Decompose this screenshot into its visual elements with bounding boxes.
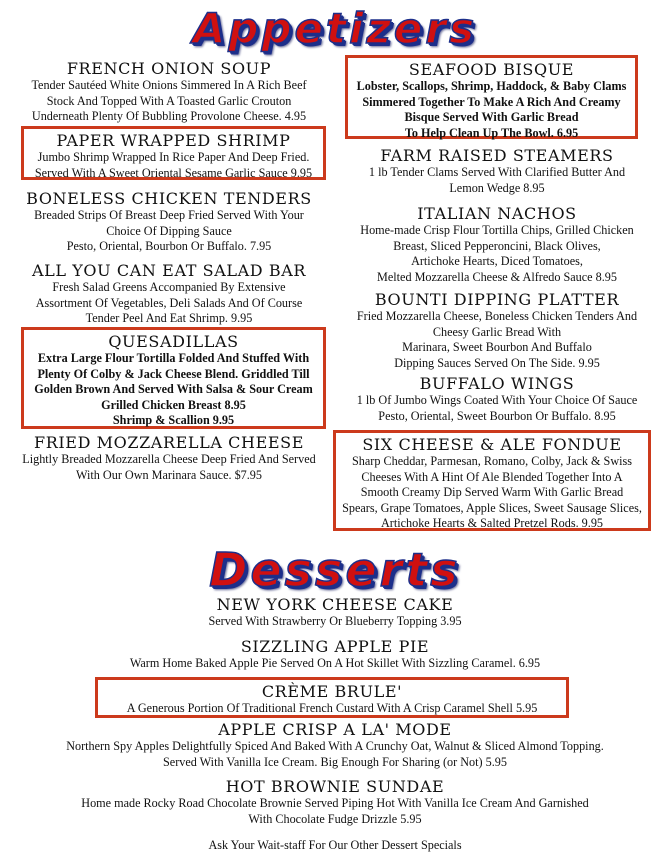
item-description-line: Tender Sautéed White Onions Simmered In A Rich Beef	[31, 78, 307, 92]
item-title: NEW YORK CHEESE CAKE	[216, 595, 454, 614]
item-title: APPLE CRISP A LA' MODE	[218, 720, 452, 739]
item-title: FARM RAISED STEAMERS	[380, 146, 614, 165]
item-description-line: Jumbo Shrimp Wrapped In Rice Paper And Deep Fried.	[37, 150, 310, 164]
menu-item-italian-nachos	[338, 205, 656, 285]
item-description-line: Fried Mozzarella Cheese, Boneless Chicken Tenders And	[356, 309, 638, 323]
item-description-line: Lobster, Scallops, Shrimp, Haddock, & Baby Clams	[356, 79, 627, 93]
item-description-line: Extra Large Flour Tortilla Folded And Stuffed With	[37, 351, 310, 365]
item-description-line: Bisque Served With Garlic Bread	[404, 110, 579, 124]
item-description-line: A Generous Portion Of Traditional French Custard With A Crisp Caramel Shell 5.95	[126, 701, 538, 715]
item-title: SIX CHEESE & ALE FONDUE	[362, 435, 622, 454]
menu-item-salad-bar	[0, 262, 338, 327]
item-description-line: To Help Clean Up The Bowl. 6.95	[404, 125, 579, 140]
item-description-line: 1 lb Tender Clams Served With Clarified Butter And	[368, 165, 626, 179]
dessert-specials-note: Ask Your Wait-staff For Our Other Dessert Specials	[208, 838, 462, 852]
item-description-line: Spears, Grape Tomatoes, Apple Slices, Sweet Sausage Slices,	[342, 500, 642, 515]
dessert-item-apple-crisp	[0, 721, 670, 770]
menu-item-fried-mozzarella	[0, 434, 338, 483]
menu-item-paper-wrapped-shrimp	[21, 126, 326, 180]
menu-item-buffalo-wings	[338, 375, 656, 424]
desserts-heading: Desserts	[209, 543, 461, 597]
item-title: SEAFOOD BISQUE	[408, 60, 575, 79]
item-description-line: Home-made Crisp Flour Tortilla Chips, Grilled Chicken	[360, 223, 634, 237]
item-description-line: Pesto, Oriental, Sweet Bourbon Or Buffalo. 8.95	[378, 408, 616, 423]
item-description-line: Shrimp & Scallion 9.95	[112, 413, 235, 427]
item-description-line: Stock And Topped With A Toasted Garlic Crouton	[46, 93, 292, 108]
item-title: QUESADILLAS	[108, 332, 239, 351]
dessert-item-sizzling-apple-pie	[0, 638, 670, 672]
item-description-line: Cheesy Garlic Bread With	[432, 324, 562, 339]
dessert-item-cheese-cake	[0, 596, 670, 630]
item-description-line: Assortment Of Vegetables, Deli Salads And Of Course	[35, 295, 303, 310]
item-description-line: Warm Home Baked Apple Pie Served On A Hot Skillet With Sizzling Caramel. 6.95	[129, 656, 541, 670]
item-title: ITALIAN NACHOS	[417, 204, 577, 223]
menu-item-bounti-dipping-platter	[338, 291, 656, 371]
item-title: FRENCH ONION SOUP	[66, 59, 272, 78]
item-description-line: Served With Strawberry Or Blueberry Topping 3.95	[208, 614, 462, 628]
item-title: BOUNTI DIPPING PLATTER	[374, 290, 620, 309]
item-description-line: Underneath Plenty Of Bubbling Provolone Cheese. 4.95	[31, 109, 307, 123]
menu-item-six-cheese-ale-fondue	[333, 430, 651, 531]
item-description-line: Breast, Sliced Pepperoncini, Black Olives,	[393, 238, 601, 253]
item-title: FRIED MOZZARELLA CHEESE	[34, 433, 304, 452]
item-title: BUFFALO WINGS	[419, 374, 575, 393]
item-description-line: Choice Of Dipping Sauce	[106, 223, 232, 238]
item-description-line: Marinara, Sweet Bourbon And Buffalo	[402, 340, 592, 354]
item-description-line: Tender Peel And Eat Shrimp. 9.95	[85, 311, 253, 325]
item-title: BONELESS CHICKEN TENDERS	[26, 189, 312, 208]
item-description-line: 1 lb Of Jumbo Wings Coated With Your Choice Of Sauce	[356, 393, 638, 407]
dessert-item-hot-brownie-sundae	[0, 778, 670, 827]
item-description-line: Golden Brown And Served With Salsa & Sour Cream	[34, 382, 313, 396]
item-description-line: Sharp Cheddar, Parmesan, Romano, Colby, Jack & Swiss	[351, 454, 633, 468]
item-description-line: Fresh Salad Greens Accompanied By Extensive	[52, 280, 286, 294]
item-description-line: Breaded Strips Of Breast Deep Fried Served With Your	[34, 208, 304, 222]
item-description-line: Served With Vanilla Ice Cream. Big Enough For Sharing (or Not) 5.95	[163, 754, 507, 769]
item-description-line: Served With A Sweet Oriental Sesame Garlic Sauce 9.95	[34, 165, 313, 180]
item-description-line: Simmered Together To Make A Rich And Creamy	[362, 94, 621, 109]
item-description-line: Cheeses With A Hint Of Ale Blended Together Into A	[361, 469, 623, 484]
dessert-item-creme-brule	[95, 677, 569, 718]
item-description-line: Dipping Sauces Served On The Side. 9.95	[394, 355, 600, 370]
menu-item-quesadillas	[21, 327, 326, 429]
item-title: CRÈME BRULE'	[261, 682, 403, 701]
menu-item-farm-raised-steamers	[338, 147, 656, 196]
menu-item-seafood-bisque	[345, 55, 638, 139]
item-description-line: Smooth Creamy Dip Served Warm With Garlic Bread	[360, 485, 624, 499]
item-description-line: Grilled Chicken Breast 8.95	[101, 397, 246, 412]
item-description-line: Melted Mozzarella Cheese & Alfredo Sauce 8.95	[377, 269, 617, 284]
item-description-line: Artichoke Hearts, Diced Tomatoes,	[411, 254, 583, 268]
item-description-line: Home made Rocky Road Chocolate Brownie Served Piping Hot With Vanilla Ice Cream And Garnished	[81, 796, 589, 810]
item-description-line: Lemon Wedge 8.95	[449, 180, 545, 195]
item-description-line: With Our Own Marinara Sauce. $7.95	[76, 467, 262, 482]
item-description-line: Pesto, Oriental, Bourbon Or Buffalo. 7.95	[66, 239, 272, 253]
item-description-line: Lightly Breaded Mozzarella Cheese Deep Fried And Served	[22, 452, 316, 466]
item-description-line: Artichoke Hearts & Salted Pretzel Rods. 9.95	[380, 516, 604, 530]
item-description-line: With Chocolate Fudge Drizzle 5.95	[248, 811, 422, 826]
item-title: ALL YOU CAN EAT SALAD BAR	[31, 261, 307, 280]
menu-item-french-onion-soup	[0, 60, 338, 125]
item-description-line: Northern Spy Apples Delightfully Spiced And Baked With A Crunchy Oat, Walnut & Sliced Almond Topping.	[66, 739, 604, 753]
item-title: PAPER WRAPPED SHRIMP	[56, 131, 291, 150]
appetizers-heading: Appetizers	[192, 4, 478, 53]
menu-item-boneless-chicken-tenders	[0, 190, 338, 255]
item-description-line: Plenty Of Colby & Jack Cheese Blend. Griddled Till	[37, 366, 310, 381]
item-title: SIZZLING APPLE PIE	[240, 637, 430, 656]
item-title: HOT BROWNIE SUNDAE	[225, 777, 445, 796]
